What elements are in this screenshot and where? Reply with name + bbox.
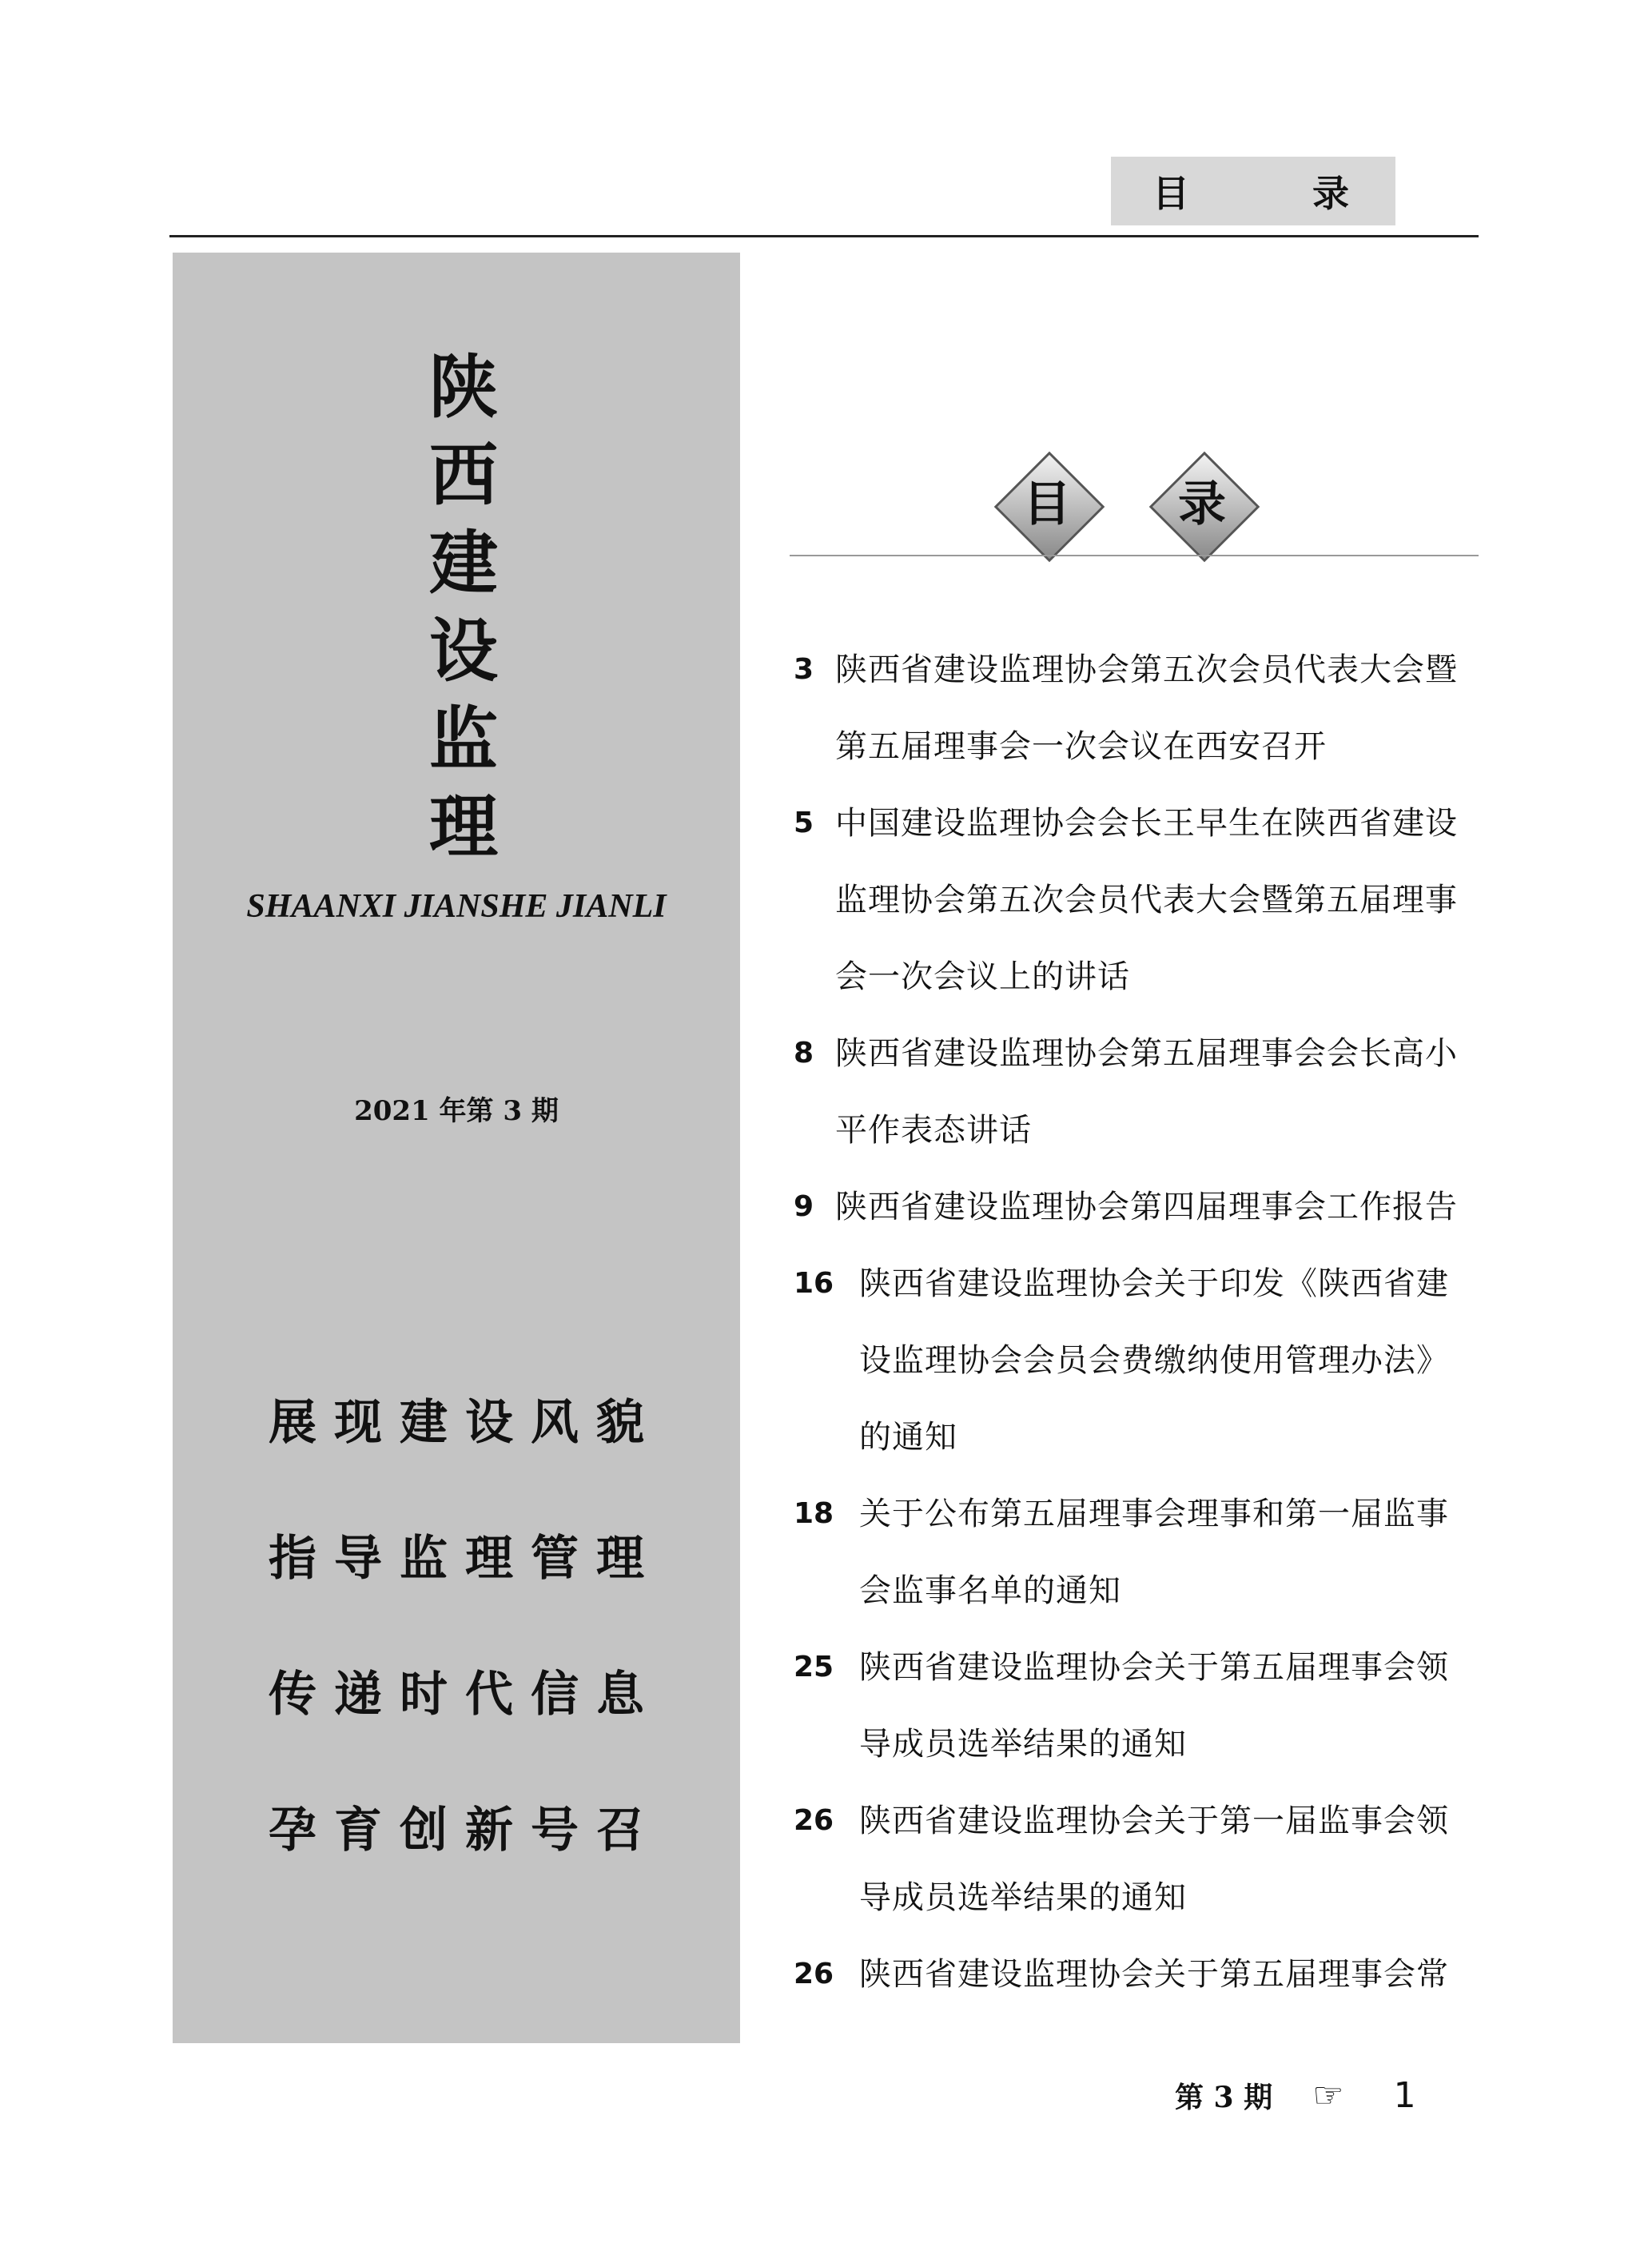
footer-issue-label: 第 3 期 <box>1175 2081 1273 2114</box>
toc-entry-title: 陕西省建设监理协会关于印发《陕西省建设监理协会会员会费缴纳使用管理办法》的通知 <box>859 1265 1449 1456</box>
header-rule <box>169 235 1479 237</box>
toc-entry-title: 陕西省建设监理协会关于第五届理事会常 <box>859 1956 1449 1993</box>
title-char: 理 <box>429 787 498 867</box>
toc-page-number: 16 <box>794 1267 834 1300</box>
toc-page-number: 8 <box>794 1037 814 1070</box>
toc-entry-title: 陕西省建设监理协会关于第五届理事会领导成员选举结果的通知 <box>859 1649 1449 1763</box>
motto-line: 指导监理管理 <box>269 1531 662 1587</box>
toc-entry[interactable] <box>794 1783 1481 1936</box>
toc-entry-title: 陕西省建设监理协会第五届理事会会长高小平作表态讲话 <box>835 1035 1458 1149</box>
title-char: 监 <box>429 699 498 779</box>
toc-entry[interactable] <box>794 1245 1481 1476</box>
toc-heading <box>995 452 1299 556</box>
toc-entry-title: 陕西省建设监理协会第五次会员代表大会暨第五届理事会一次会议在西安召开 <box>835 651 1458 765</box>
journal-title-latin: SHAANXI JIANSHE JIANLI <box>246 888 667 925</box>
toc-entry-title: 陕西省建设监理协会第四届理事会工作报告 <box>835 1189 1458 1225</box>
toc-entry[interactable] <box>794 1015 1481 1169</box>
toc-page-number: 18 <box>794 1497 834 1530</box>
title-char: 建 <box>429 523 498 604</box>
toc-heading-right: 录 <box>1178 476 1226 532</box>
toc-page-number: 5 <box>794 807 814 839</box>
motto-line: 传递时代信息 <box>269 1667 662 1723</box>
toc-entry[interactable] <box>794 1936 1481 2013</box>
motto-line: 展现建设风貌 <box>269 1395 662 1451</box>
toc-page-number: 3 <box>794 653 814 686</box>
toc-entry-title: 中国建设监理协会会长王早生在陕西省建设监理协会第五次会员代表大会暨第五届理事会一次会议上的讲话 <box>835 805 1458 995</box>
toc-heading-left: 目 <box>1023 476 1071 532</box>
toc-entry[interactable] <box>794 1629 1481 1783</box>
toc-rule <box>790 555 1479 556</box>
toc-entry[interactable] <box>794 1169 1481 1245</box>
motto-line: 孕育创新号召 <box>269 1803 662 1859</box>
toc-entry[interactable] <box>794 1476 1481 1629</box>
table-of-contents <box>794 631 1481 2013</box>
page-footer <box>1175 2075 1416 2116</box>
title-char: 西 <box>429 435 498 516</box>
journal-title-vertical <box>404 344 523 871</box>
toc-entry-title: 陕西省建设监理协会关于第一届监事会领导成员选举结果的通知 <box>859 1803 1449 1916</box>
issue-label: 2021 年第 3 期 <box>354 1095 559 1127</box>
toc-entry-title: 关于公布第五届理事会理事和第一届监事会监事名单的通知 <box>859 1496 1449 1609</box>
toc-entry[interactable] <box>794 631 1481 785</box>
title-char: 设 <box>429 611 498 691</box>
footer-page-number: 1 <box>1393 2075 1416 2116</box>
header-tab-right: 录 <box>1312 172 1349 215</box>
title-char: 陕 <box>429 347 498 428</box>
toc-page-number: 25 <box>794 1651 834 1683</box>
toc-page-number: 9 <box>794 1190 814 1223</box>
header-tab-left: 目 <box>1152 172 1189 215</box>
motto-block <box>173 1387 740 1930</box>
toc-entry[interactable] <box>794 785 1481 1015</box>
pointing-hand-icon: ☞ <box>1312 2075 1344 2116</box>
toc-header-tab <box>1111 157 1395 225</box>
toc-page-number: 26 <box>794 1958 834 1990</box>
toc-page-number: 26 <box>794 1804 834 1837</box>
